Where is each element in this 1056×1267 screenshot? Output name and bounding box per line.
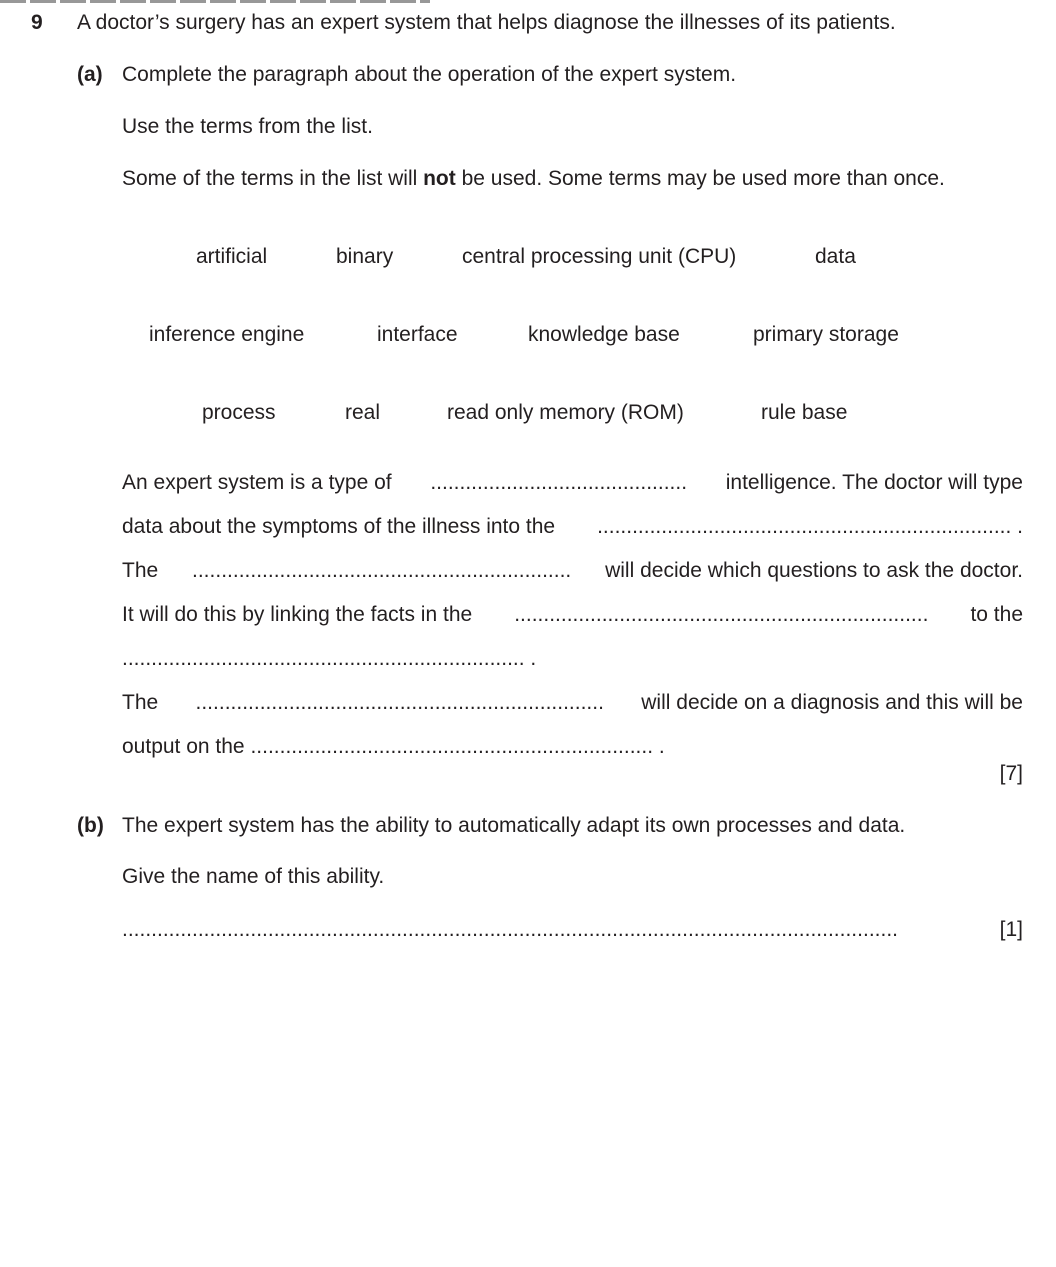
paragraph-text: output on the xyxy=(122,735,245,758)
paragraph-text: The xyxy=(122,691,159,714)
paragraph-line-4 xyxy=(122,603,1023,627)
terms-note-before: Some of the terms in the list will xyxy=(122,167,424,190)
answer-blank-7[interactable]: ..................................................................... . xyxy=(250,735,665,758)
paragraph-line-1 xyxy=(122,471,1023,495)
question-stem: A doctor’s surgery has an expert system that helps diagnose the illnesses of its patients. xyxy=(77,11,896,34)
term-item: real xyxy=(345,401,381,424)
part-b-text: The expert system has the ability to automatically adapt its own processes and data. xyxy=(122,814,906,837)
paragraph-text: will decide which questions to ask the doctor. xyxy=(605,559,1023,582)
paragraph-line-6 xyxy=(122,691,1023,715)
answer-blank-b[interactable]: ..................................................................................................................................... xyxy=(122,918,898,941)
term-item: central processing unit (CPU) xyxy=(462,245,737,268)
terms-note-after: be used. Some terms may be used more than once. xyxy=(455,167,945,190)
part-b-prompt: Give the name of this ability. xyxy=(122,865,385,888)
term-item: artificial xyxy=(196,245,268,268)
paragraph-line-2 xyxy=(122,515,1023,539)
paragraph-text: will decide on a diagnosis and this will be xyxy=(641,691,1023,714)
part-a-label: (a) xyxy=(77,63,103,86)
page-top-edge xyxy=(0,0,430,3)
terms-note-bold: not xyxy=(423,167,456,190)
answer-blank-6[interactable]: ...................................................................... xyxy=(195,691,604,714)
paragraph-line-7 xyxy=(122,735,1023,759)
term-item: data xyxy=(815,245,856,268)
term-item: interface xyxy=(377,323,458,346)
term-item: rule base xyxy=(761,401,848,424)
paragraph-text: An expert system is a type of xyxy=(122,471,392,494)
paragraph-text: intelligence. The doctor will type xyxy=(725,471,1023,494)
answer-blank-2[interactable]: ....................................................................... . xyxy=(597,515,1023,538)
term-item: primary storage xyxy=(753,323,899,346)
part-b-label: (b) xyxy=(77,814,104,837)
answer-blank-5[interactable]: ..................................................................... . xyxy=(122,647,537,670)
paragraph-text: The xyxy=(122,559,159,582)
paragraph-line-5 xyxy=(122,647,1023,671)
question-number: 9 xyxy=(31,11,43,34)
paragraph-text: to the xyxy=(970,603,1023,626)
part-a-marks: [7] xyxy=(999,762,1023,785)
paragraph-line-3 xyxy=(122,559,1023,583)
part-a-instruction: Complete the paragraph about the operation of the expert system. xyxy=(122,63,737,86)
part-b-answer-line xyxy=(122,918,1023,942)
answer-blank-3[interactable]: ................................................................. xyxy=(192,559,572,582)
term-item: knowledge base xyxy=(528,323,680,346)
term-item: inference engine xyxy=(149,323,305,346)
part-b-marks: [1] xyxy=(999,918,1023,941)
answer-blank-4[interactable]: ....................................................................... xyxy=(514,603,929,626)
term-item: process xyxy=(202,401,276,424)
use-terms-instruction: Use the terms from the list. xyxy=(122,115,373,138)
paragraph-text: data about the symptoms of the illness into the xyxy=(122,515,556,538)
term-item: read only memory (ROM) xyxy=(447,401,684,424)
term-item: binary xyxy=(336,245,394,268)
answer-blank-1[interactable]: ............................................ xyxy=(430,471,688,494)
paragraph-text: It will do this by linking the facts in the xyxy=(122,603,473,626)
terms-note xyxy=(122,167,945,191)
